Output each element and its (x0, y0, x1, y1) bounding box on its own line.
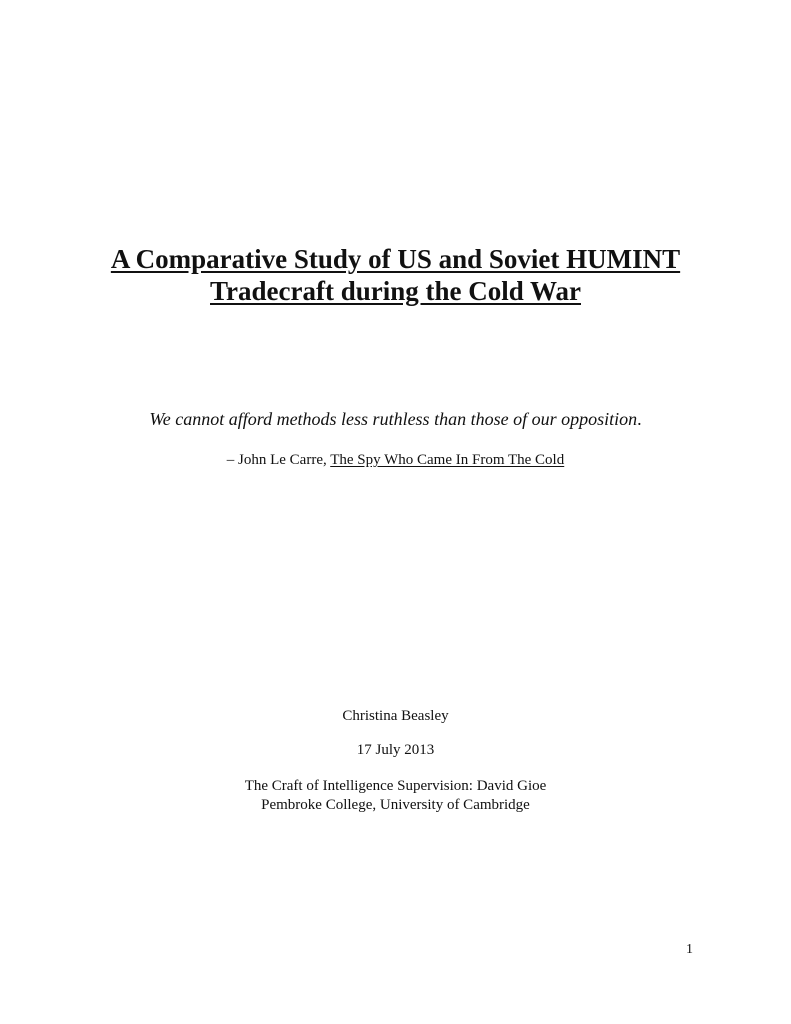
submission-date: 17 July 2013 (356, 742, 435, 758)
author-name: Christina Beasley (342, 708, 449, 724)
epigraph-quote-period: . (637, 409, 642, 429)
attribution-book-title: The Spy Who Came In From The Cold (330, 452, 565, 468)
page-number: 1 (686, 942, 693, 957)
attribution-author: – John Le Carre, (226, 452, 331, 468)
title-line-1: A Comparative Study of US and Soviet HUMINT (110, 244, 681, 274)
institution-line: Pembroke College, University of Cambridge (261, 797, 530, 813)
epigraph-attribution (0, 452, 791, 469)
title-line-2: Tradecraft during the Cold War (210, 276, 581, 306)
epigraph-quote (0, 409, 791, 430)
epigraph-quote-text: We cannot afford methods less ruthless than those of our opposition (149, 409, 638, 429)
course-supervision-line: The Craft of Intelligence Supervision: David Gioe (244, 778, 547, 794)
